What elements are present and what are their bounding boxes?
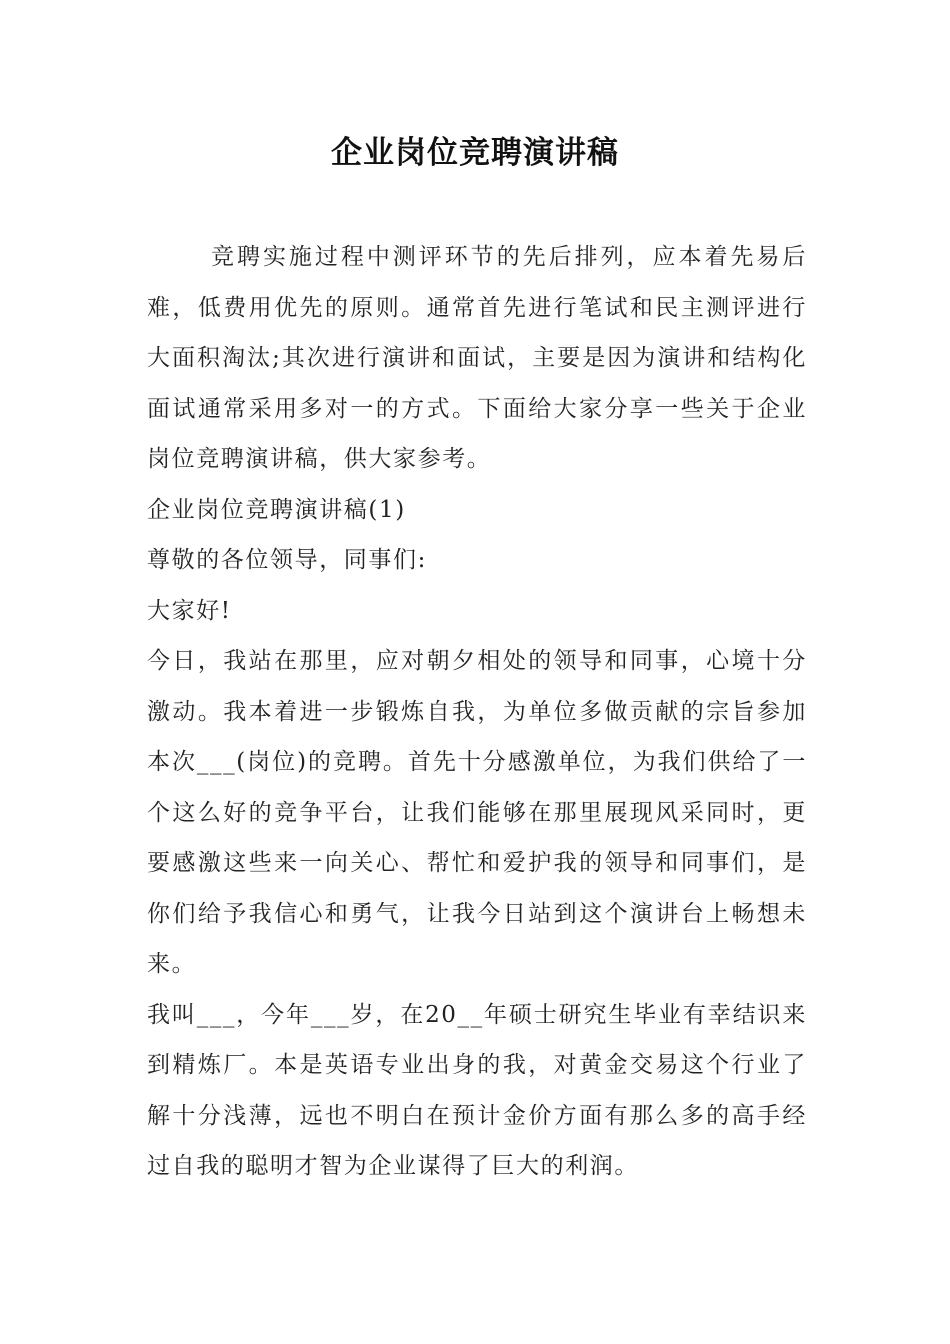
body-paragraph: 今日，我站在那里，应对朝夕相处的领导和同事，心境十分激动。我本着进一步锻炼自我，为单位多做贡献的宗旨参加本次___(岗位)的竞聘。首先十分感激单位，为我们供给了一个这么好的竞争平台，让我们能够在那里展现风采同时，更要感激这些来一向关心、帮忙和爱护我的领导和同事们，是你们给予我信心和勇气，让我今日站到这个演讲台上畅想未来。	[147, 648, 807, 977]
document-title: 企业岗位竞聘演讲稿	[331, 135, 619, 171]
intro-paragraph: 竞聘实施过程中测评环节的先后排列，应本着先易后难，低费用优先的原则。通常首先进行笔试和民主测评进行大面积淘汰;其次进行演讲和面试，主要是因为演讲和结构化面试通常采用多对一的方式。下面给大家分享一些关于企业岗位竞聘演讲稿，供大家参考。	[147, 244, 807, 472]
salutation: 尊敬的各位领导，同事们:	[147, 547, 427, 573]
greeting: 大家好!	[147, 597, 232, 624]
section-heading: 企业岗位竞聘演讲稿(1)	[147, 496, 406, 523]
body-paragraph: 我叫___，今年___岁，在20__年硕士研究生毕业有幸结识来到精炼厂。本是英语专业出身的我，对黄金交易这个行业了解十分浅薄，远也不明白在预计金价方面有那么多的高手经过自我的聪明才智为企业谋得了巨大的利润。	[147, 1001, 807, 1179]
document-body	[147, 232, 807, 1192]
